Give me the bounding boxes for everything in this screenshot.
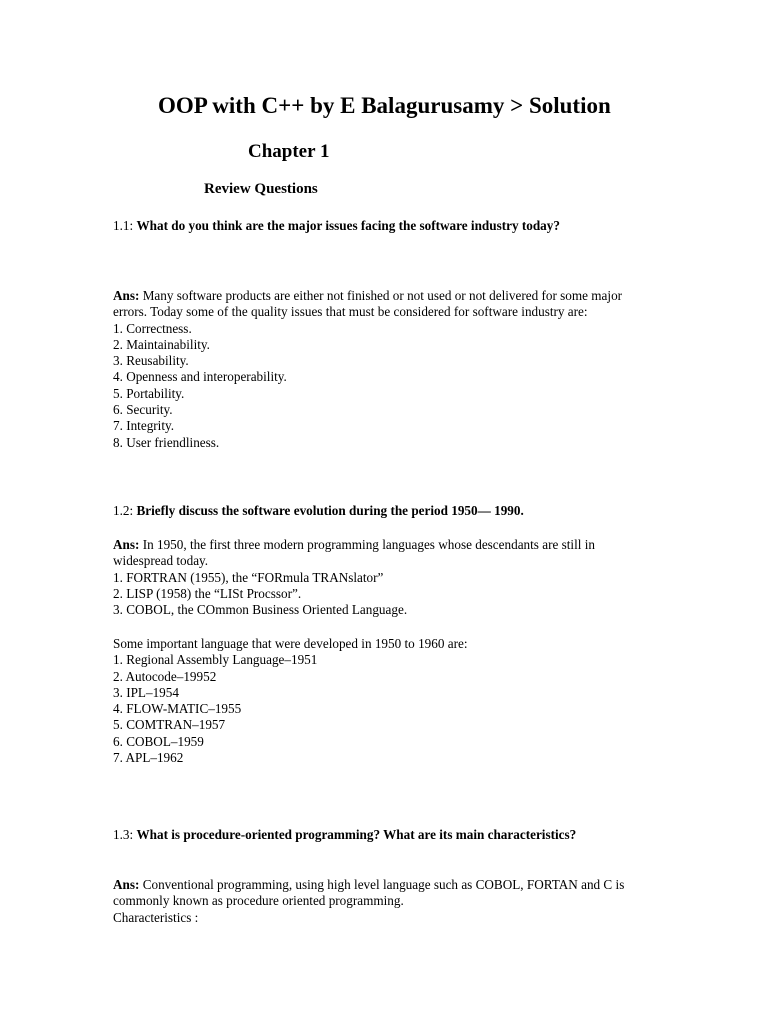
question-text: Briefly discuss the software evolution during the period 1950— 1990. — [136, 503, 524, 518]
list-item: 3. COBOL, the COmmon Business Oriented Language. — [113, 602, 408, 618]
answer-label: Ans: — [113, 288, 140, 303]
question-number: 1.2: — [113, 503, 134, 518]
list-item: 2. LISP (1958) the “LISt Procssor”. — [113, 585, 302, 601]
question-text: What is procedure-oriented programming? What are its main characteristics? — [136, 827, 577, 842]
document-title: OOP with C++ by E Balagurusamy > Solution — [158, 93, 611, 118]
answer-text: In 1950, the first three modern programming languages whose descendants are still in — [139, 537, 595, 552]
characteristics-label: Characteristics : — [113, 909, 199, 925]
answer-text: commonly known as procedure oriented programming. — [113, 893, 404, 909]
paragraph: Some important language that were developed in 1950 to 1960 are: — [113, 636, 468, 651]
question-1-1 — [113, 218, 560, 234]
list-item: 3. Reusability. — [113, 353, 189, 369]
list-item: 2. Autocode–19952 — [113, 668, 217, 684]
question-number: 1.3: — [113, 827, 134, 842]
list-item: 6. COBOL–1959 — [113, 733, 204, 749]
list-item: 7. Integrity. — [113, 418, 175, 434]
list-item: 5. Portability. — [113, 385, 185, 401]
answer-text: Conventional programming, using high level language such as COBOL, FORTAN and C is — [139, 877, 625, 892]
list-item: 5. COMTRAN–1957 — [113, 717, 226, 733]
list-item: 7. APL–1962 — [113, 750, 184, 766]
list-item: 4. Openness and interoperability. — [113, 369, 287, 385]
answer-label: Ans: — [113, 537, 140, 552]
answer-label: Ans: — [113, 877, 140, 892]
question-1-2 — [113, 503, 524, 519]
answer-1-2 — [113, 537, 595, 618]
answer-1-1 — [113, 288, 622, 451]
answer-text: errors. Today some of the quality issues that must be considered for software industry are: — [113, 304, 588, 320]
answer-1-3 — [113, 877, 624, 926]
list-item: 4. FLOW-MATIC–1955 — [113, 701, 242, 717]
list-item: 8. User friendliness. — [113, 434, 220, 450]
answer-text: Many software products are either not finished or not used or not delivered for some major — [139, 288, 623, 303]
list-item: 1. Correctness. — [113, 320, 192, 336]
answer-text: widespread today. — [113, 553, 209, 569]
list-item: 2. Maintainability. — [113, 336, 210, 352]
list-item: 3. IPL–1954 — [113, 684, 179, 700]
question-number: 1.1: — [113, 218, 134, 233]
list-item: 1. FORTRAN (1955), the “FORmula TRANslator” — [113, 569, 384, 585]
list-item: 1. Regional Assembly Language–1951 — [113, 652, 318, 668]
chapter-heading: Chapter 1 — [248, 141, 330, 162]
list-item: 6. Security. — [113, 402, 173, 418]
question-1-3 — [113, 827, 576, 843]
question-text: What do you think are the major issues facing the software industry today? — [136, 218, 560, 233]
answer-1-2-continued — [113, 636, 468, 766]
section-heading: Review Questions — [204, 181, 318, 197]
